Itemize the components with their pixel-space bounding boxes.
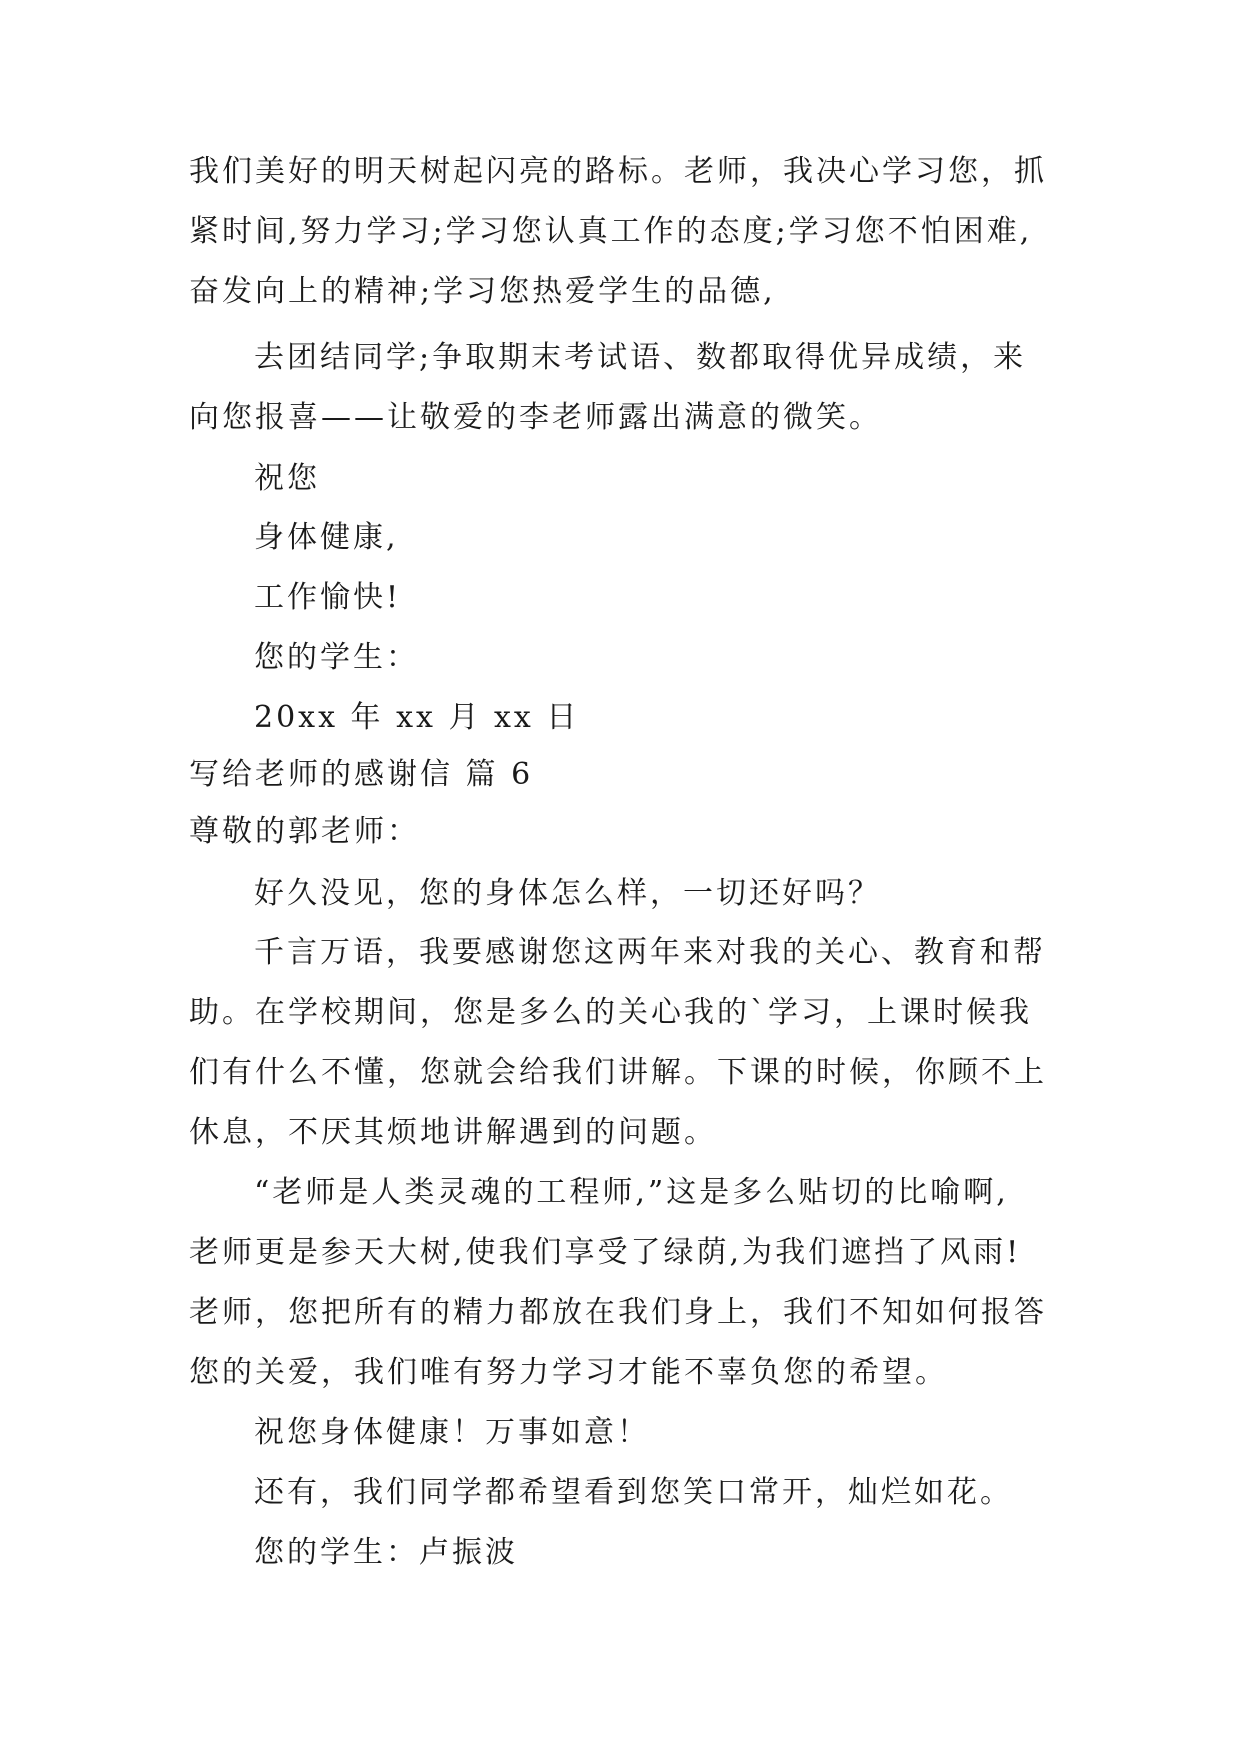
paragraph-line: 好久没见，您的身体怎么样，一切还好吗？ xyxy=(254,876,881,911)
paragraph-line: 紧时间,努力学习;学习您认真工作的态度;学习您不怕困难, xyxy=(189,214,1033,249)
paragraph-line: 去团结同学;争取期末考试语、数都取得优异成绩，来 xyxy=(254,340,1027,375)
date-line: 20xx 年 xx 月 xx 日 xyxy=(254,700,580,735)
closing-line: 工作愉快! xyxy=(254,580,402,615)
paragraph-line: “老师是人类灵魂的工程师,”这是多么贴切的比喻啊, xyxy=(254,1175,1009,1210)
paragraph-line: 老师更是参天大树,使我们享受了绿荫,为我们遮挡了风雨! xyxy=(189,1235,1022,1270)
section-title: 写给老师的感谢信 篇 6 xyxy=(189,757,534,792)
paragraph-line: 助。在学校期间，您是多么的关心我的`学习，上课时候我 xyxy=(189,995,1032,1030)
paragraph-line: 向您报喜——让敬爱的李老师露出满意的微笑。 xyxy=(189,400,882,435)
paragraph-line: 您的关爱，我们唯有努力学习才能不辜负您的希望。 xyxy=(189,1355,948,1390)
paragraph-line: 奋发向上的精神;学习您热爱学生的品德, xyxy=(189,274,776,309)
salutation: 尊敬的郭老师： xyxy=(189,814,420,849)
paragraph-line: 我们美好的明天树起闪亮的路标。老师，我决心学习您，抓 xyxy=(189,154,1047,189)
closing-line: 祝您 xyxy=(254,461,320,496)
closing-line: 身体健康, xyxy=(254,520,399,555)
signature-line: 您的学生：卢振波 xyxy=(254,1535,518,1570)
paragraph-line: 还有，我们同学都希望看到您笑口常开，灿烂如花。 xyxy=(254,1475,1013,1510)
closing-line: 祝您身体健康！万事如意！ xyxy=(254,1415,650,1450)
signature-line: 您的学生： xyxy=(254,640,419,675)
paragraph-line: 休息，不厌其烦地讲解遇到的问题。 xyxy=(189,1115,717,1150)
paragraph-line: 千言万语，我要感谢您这两年来对我的关心、教育和帮 xyxy=(254,935,1046,970)
paragraph-line: 老师，您把所有的精力都放在我们身上，我们不知如何报答 xyxy=(189,1295,1047,1330)
paragraph-line: 们有什么不懂，您就会给我们讲解。下课的时候，你顾不上 xyxy=(189,1055,1047,1090)
